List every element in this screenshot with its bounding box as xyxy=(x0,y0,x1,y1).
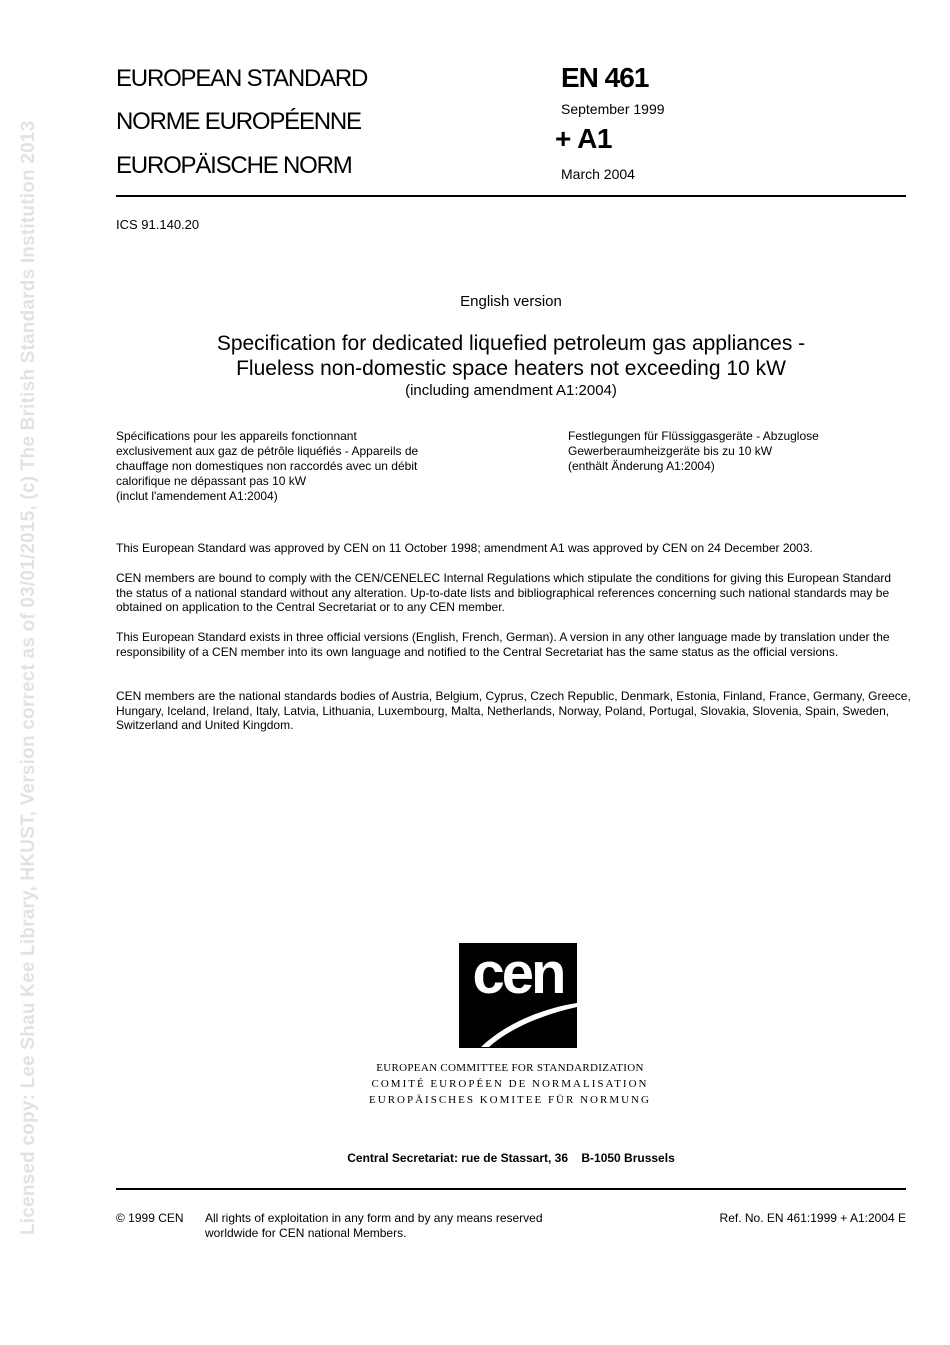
french-title-line: chauffage non domestiques non raccordés avec un débit xyxy=(116,459,418,473)
central-secretariat-address: Central Secretariat: rue de Stassart, 36 B-1050 Brussels xyxy=(347,1151,675,1165)
cen-name-english: EUROPEAN COMMITTEE FOR STANDARDIZATION xyxy=(376,1062,644,1074)
german-title xyxy=(568,429,888,474)
amendment-number: + A1 xyxy=(555,123,612,154)
compliance-paragraph: CEN members are bound to comply with the CEN/CENELEC Internal Regulations which stipulate the conditions for giving this European Standard the status of a national standard without any alteration. Up-to-date lists and bibliographical references concerning such national standards may be obtained on application to the Central Secretariat or to any CEN member. xyxy=(116,571,892,615)
cen-name-german: EUROPÄISCHES KOMITEE FÜR NORMUNG xyxy=(369,1094,651,1106)
document-title xyxy=(116,331,906,381)
rights-line: worldwide for CEN national Members. xyxy=(205,1226,407,1240)
standard-date: September 1999 xyxy=(561,101,665,117)
cen-name-french: COMITÉ EUROPÉEN DE NORMALISATION xyxy=(371,1078,649,1090)
copyright-notice: © 1999 CEN xyxy=(116,1211,184,1225)
standard-name-german: EUROPÄISCHE NORM xyxy=(116,152,352,179)
title-amendment-note: (including amendment A1:2004) xyxy=(405,382,617,399)
french-title-line: Spécifications pour les appareils fonctionnant xyxy=(116,429,357,443)
french-title-line: (inclut l'amendement A1:2004) xyxy=(116,489,278,503)
title-line-2: Flueless non-domestic space heaters not exceeding 10 kW xyxy=(236,357,786,380)
members-paragraph: CEN members are the national standards bodies of Austria, Belgium, Cyprus, Czech Republic, Denmark, Estonia, Finland, France, Germany, Greece, Hungary, Iceland, Ireland, Italy, Latvia, Lithuania, Luxembourg, Malta, Netherlands, Norway, Poland, Portugal, Slovakia, Slovenia, Spain, Sweden, Switzerland and United Kingdom. xyxy=(116,689,911,733)
french-title-line: calorifique ne dépassant pas 10 kW xyxy=(116,474,307,488)
cen-logo xyxy=(459,943,577,1048)
cen-logo-text: cen xyxy=(472,943,564,1006)
french-title-line: exclusivement aux gaz de pétrôle liquéfiés - Appareils de xyxy=(116,444,419,458)
version-label: English version xyxy=(460,293,562,310)
standard-number: EN 461 xyxy=(561,62,649,93)
amendment-date: March 2004 xyxy=(561,166,635,182)
german-title-line: (enthält Änderung A1:2004) xyxy=(568,459,715,473)
standard-name-french: NORME EUROPÉENNE xyxy=(116,108,361,135)
approval-paragraph: This European Standard was approved by CEN on 11 October 1998; amendment A1 was approved by CEN on 24 December 2003. xyxy=(116,541,813,555)
ics-code: ICS 91.140.20 xyxy=(116,217,200,232)
versions-paragraph: This European Standard exists in three official versions (English, French, German). A version in any other language made by translation under the responsibility of a CEN member into its own language and notified to the Central Secretariat has the same status as the official versions. xyxy=(116,630,890,659)
german-title-line: Festlegungen für Flüssiggasgeräte - Abzuglose xyxy=(568,429,819,443)
standard-name-english: EUROPEAN STANDARD xyxy=(116,65,368,92)
title-line-1: Specification for dedicated liquefied petroleum gas appliances - xyxy=(216,332,806,355)
licensed-copy-watermark: Licensed copy: Lee Shau Kee Library, HKUST, Version correct as of 03/01/2015, (c) The British Standards Institution 2013 xyxy=(18,120,39,1235)
footer-divider xyxy=(116,1188,906,1190)
rights-line: All rights of exploitation in any form and by any means reserved xyxy=(205,1211,543,1225)
german-title-line: Gewerberaumheizgeräte bis zu 10 kW xyxy=(568,444,773,458)
reference-number: Ref. No. EN 461:1999 + A1:2004 E xyxy=(719,1211,906,1225)
header-divider xyxy=(116,195,906,197)
rights-statement xyxy=(205,1211,543,1241)
french-title xyxy=(116,429,461,504)
